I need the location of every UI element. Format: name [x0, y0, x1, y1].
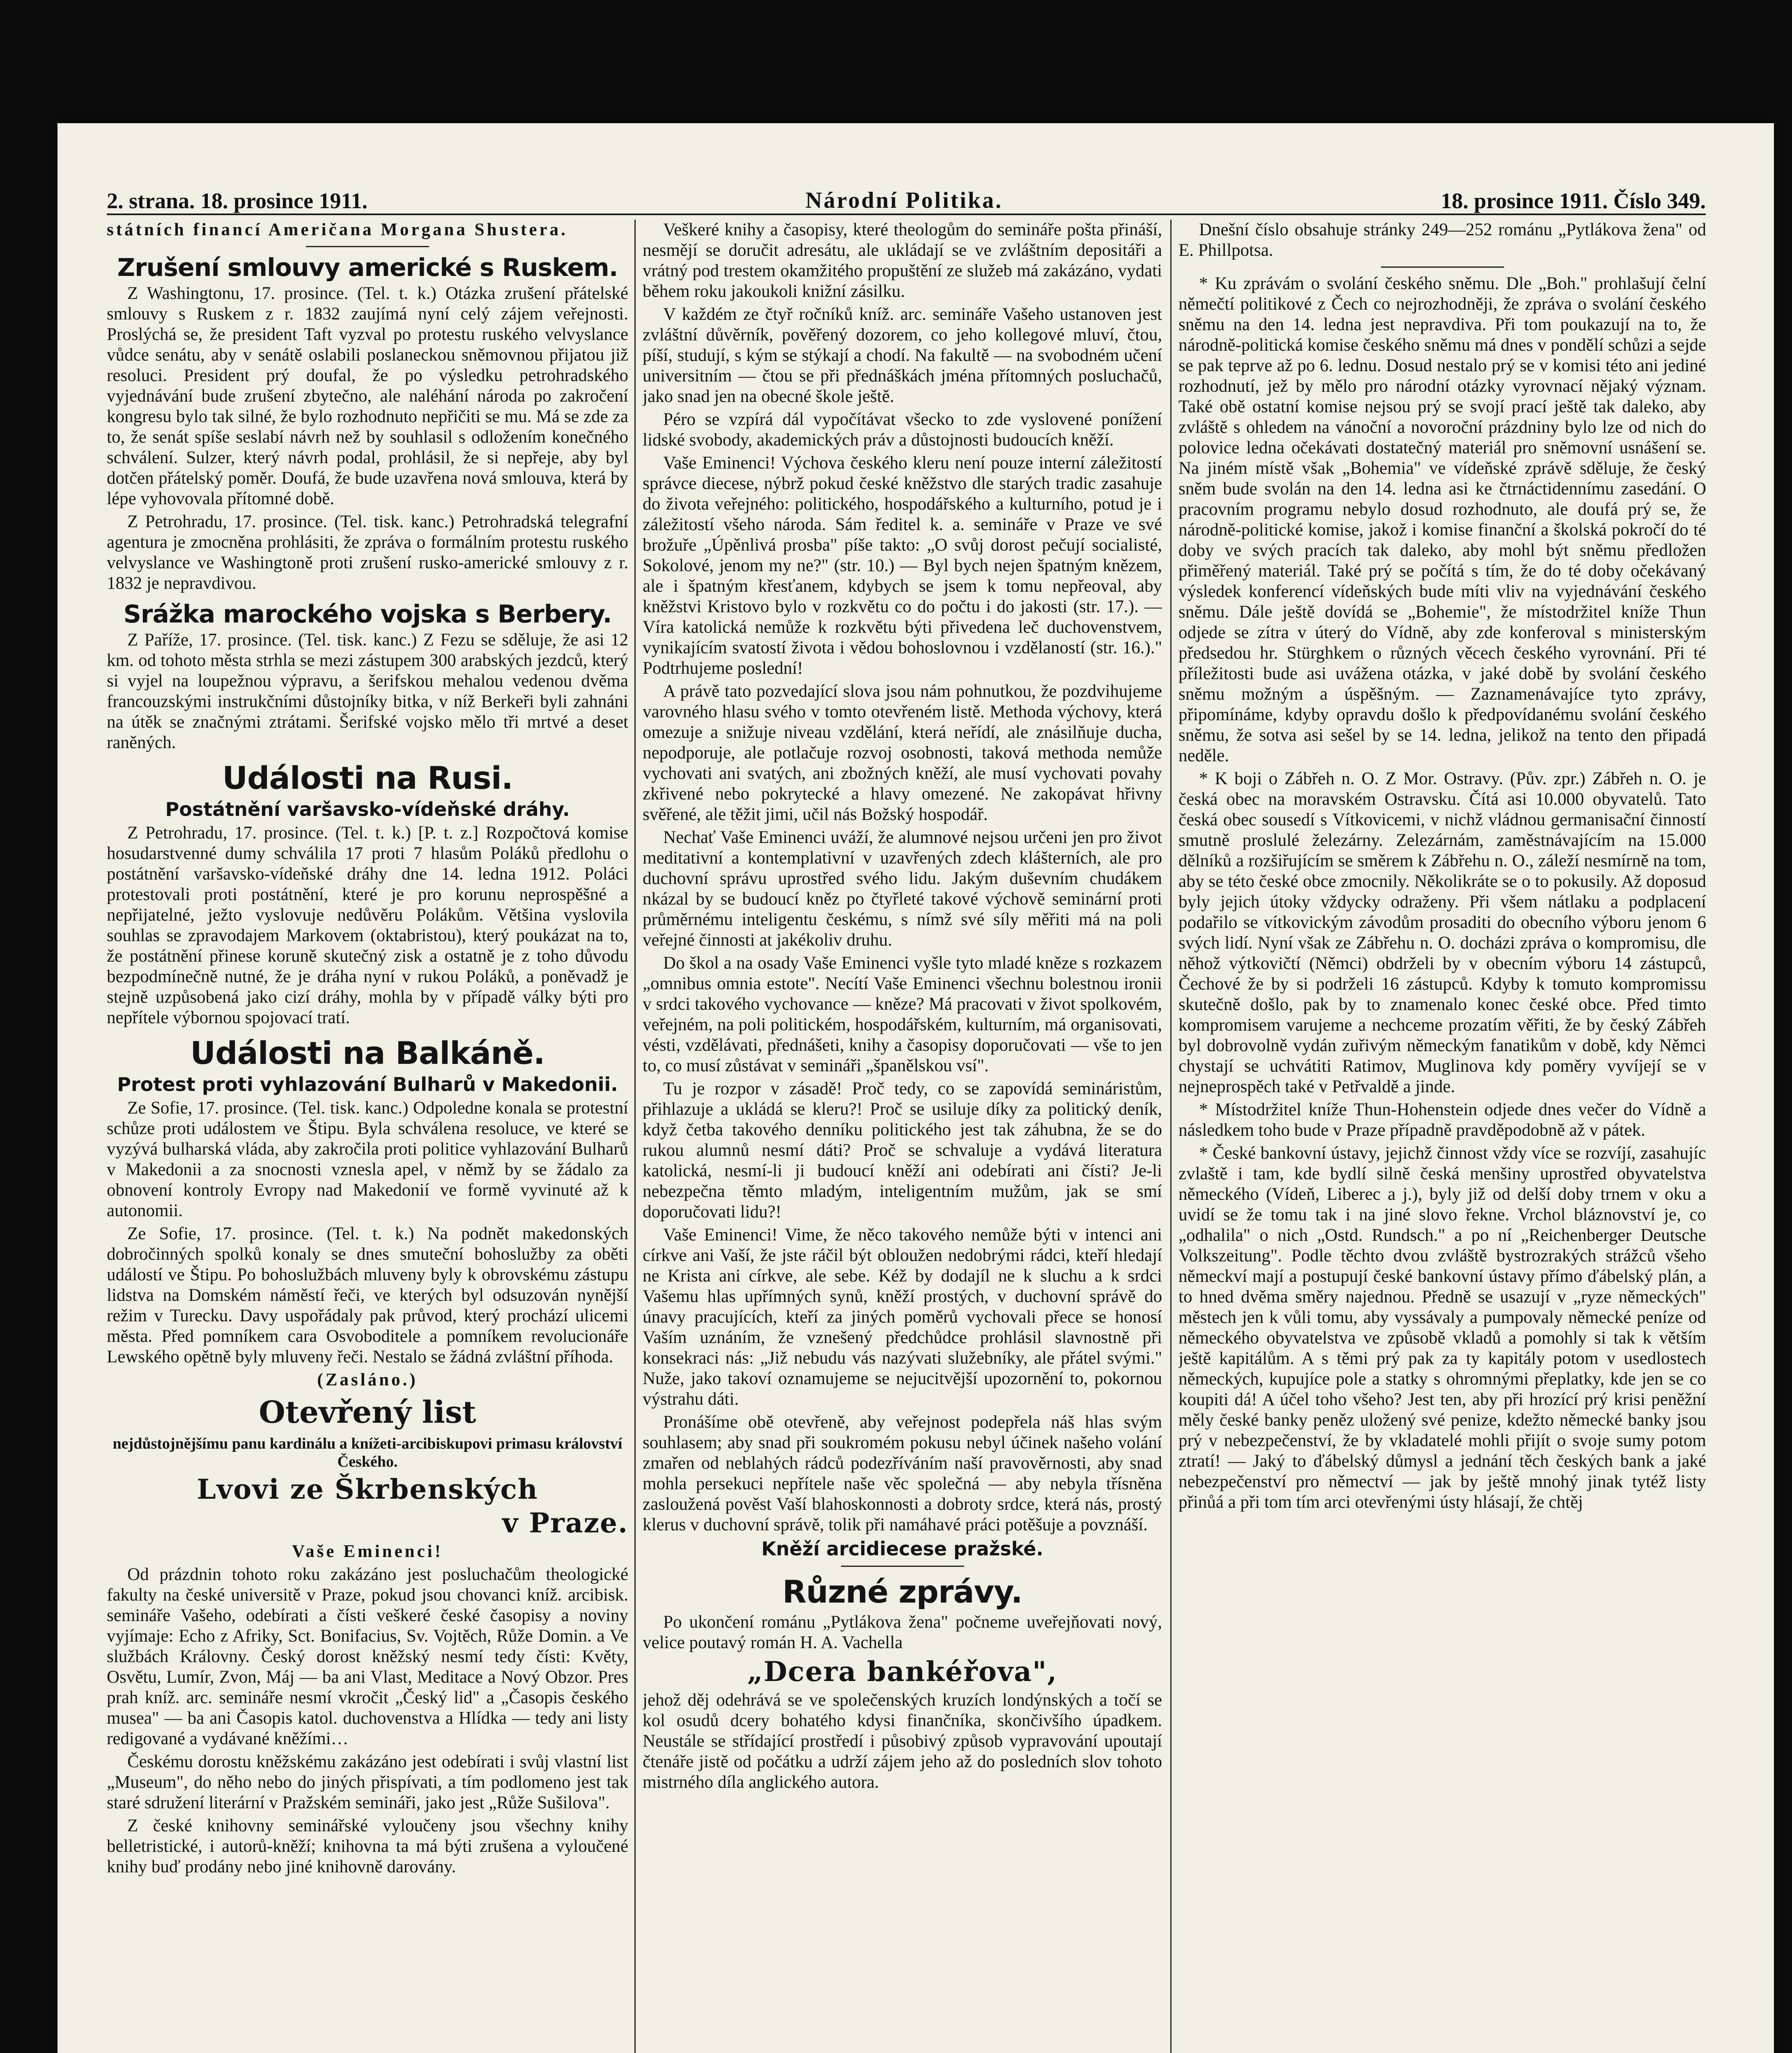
headline-misc-news: Různé zprávy. — [782, 1573, 1022, 1610]
paragraph: Z Paříže, 17. prosince. (Tel. tisk. kanc.) Z Fezu se sděluje, že asi 12 km. od tohoto města strhla se mezi zástupem 300 arabských jezdců, který si vyjel na loupežnou výpravu, a šerifskou mehalou vedenou dvěma francouzskými instrukčními důstojníky bitka, v níž Berkeři byli zahnáni na útěk se značnými ztrátami. Šerifské vojsko mělo tři mrtvé a deset raněných. — [107, 630, 628, 752]
paragraph: Českému dorostu kněžskému zakázáno jest odebírati i svůj vlastní list „Museum", do něho nebo do jiných přispívati, a tím podlomeno jest tak staré sdružení literární v Pražském semináři, jako jest „Růže Sušilova". — [107, 1752, 628, 1812]
paragraph: Péro se vzpírá dál vypočítávat všecko to zde vyslovené ponížení lidské svobody, akademických práv a důstojnosti budoucích kněží. — [643, 410, 1162, 450]
headline-russia: Události na Rusi. — [222, 760, 513, 796]
article-continuation: státních financí Američana Morgana Shustera. — [107, 220, 568, 239]
separator — [841, 1566, 964, 1567]
column-2 — [643, 220, 1162, 2053]
header-date-left: 2. strana. 18. prosince 1911. — [107, 188, 368, 213]
salutation: Vaše Eminenci! — [292, 1542, 443, 1561]
page-header — [107, 181, 1706, 215]
open-letter-title: Otevřený list — [259, 1395, 476, 1430]
separator — [1381, 266, 1504, 268]
header-issue-right: 18. prosince 1911. Číslo 349. — [1440, 188, 1706, 213]
paragraph: * Ku zprávám o svolání českého sněmu. Dle „Boh." prohlašují čelní němečtí politikové z Čech co nejrozhodněji, že zpráva o svolání českého sněmu na den 14. ledna jest nepravdiva. Při tom poukazují na to, že národně-politická komise českého sněmu má dnes v pondělí schůzi a sejde se pak teprve až po 6. lednu. Dosud nestalo prý se v komisi této ani jediné rozhodnutí, jež by mělo pro národní otázky vyrovnací nějaký význam. Také obě ostatní komise nejsou prý se svojí prací ještě tak daleko, aby zvláště s ohledem na vánoční a novoroční prázdniny bylo lze od nich do polovice ledna očekávati dostatečný materiál pro sněmovní usnášení se. Na jiném místě však „Bohemia" ve vídeňské zprávě sděluje, že český sněm bude svolán na den 14. ledna asi ke čtrnáctidennímu zasedání. O pracovním programu nebylo dosud rozhodnuto, ale doufá prý se, že národně-politické komise, jakož i komise finanční a školská pokročí do té doby ve svých pracích tak daleko, aby mohl být sněmu předložen přiměřený materiál. Také prý se počítá s tím, že do té doby očekávaný výsledek konferencí vídeňských bude míti vliv na vyjednávání českého sněmu. Dále ještě dovídá se „Bohemie", že místodržitel kníže Thun odjede se zítra v úterý do Vídně, aby zde konferoval s ministerským předsedou hr. Stürghkem o různých věcech českého vyrovnání. Při té příležitosti bude asi uvážena otázka, v jaké době by svolání českého sněmu možným a úspěšným. — Zaznamenávajíce tyto zprávy, připomínáme, kdyby opravdu došlo k předpovídanému svolání českého sněmu, že sotva asi sešel by se 14. ledna, jelikož na tento den připadá neděle. — [1179, 274, 1706, 765]
paragraph: jehož děj odehrává se ve společenských kruzích londýnských a točí se kol osudů dcery bohatého kdysi finančníka, skončivšího úpadkem. Neustále se střídající prostředí i působivý způsob vypravování upoutají čtenáře jistě od počátku a udrží zájem jeho až do posledních slov tohoto mistrného díla anglického autora. — [643, 1690, 1162, 1792]
addressee-city: v Praze. — [502, 1507, 628, 1539]
novel-title: „Dcera bankéřova", — [747, 1656, 1058, 1688]
submitted-label: (Zasláno.) — [317, 1370, 418, 1389]
column-divider — [634, 220, 636, 2053]
letter-signature: Kněží arcidiecese pražské. — [761, 1538, 1043, 1560]
paragraph: * Místodržitel kníže Thun-Hohenstein odjede dnes večer do Vídně a následkem toho bude v Praze případně pravděpodobně až v pátek. — [1179, 1100, 1706, 1140]
paragraph: Nechať Vaše Eminenci uváží, že alumnové nejsou určeni jen pro život meditativní a kontemplativní v uzavřených zdech klášterních, ale pro duchovní správu uprostřed svého lidu. Jakým duševním chudákem nkázal by se budoucí kněz po čtyřleté takové výchově seminární proti průměrnému inteligentu českému, s nímž své síly měřiti má na poli veřejné činnosti at jakékoliv druhu. — [643, 828, 1162, 950]
paragraph: Tu je rozpor v zásadě! Proč tedy, co se zapovídá semináristům, přihlazuje a ukládá se kleru?! Proč se usiluje díky za politický deník, když četba takového denníku politického jest tak záhubna, že se do rukou alumnů nesmí dáti? Proč se schvaluje a vydává literatura katolická, nesmí-li ji budoucí kněží ani odebírati ani čísti? Je-li nebezpečna těmto mladým, inteligentním mužům, jak se smí doporučovati lidu?! — [643, 1079, 1162, 1222]
paragraph: Veškeré knihy a časopisy, které theologům do semináře pošta přináší, nesmějí se doručit adresátu, ale ukládají se ve zvláštním depositáři a vrátný pod trestem okamžitého propuštění ze služeb má zakázáno, vydati během roku jakoukoli knižní zásilku. — [643, 220, 1162, 301]
column-3 — [1179, 220, 1706, 2053]
paragraph: V každém ze čtyř ročníků kníž. arc. semináře Vašeho ustanoven jest zvláštní důvěrník, pověřený dozorem, co jeho kollegové mluví, čtou, píší, studují, s kým se stýkají a chodí. Na fakultě — na svobodném učení universitním — čtou se při přednáškách jména přítomných posluchačů, jako snad jen na obecné škole ještě. — [643, 305, 1162, 406]
headline-usa: Zrušení smlouvy americké s Ruskem. — [117, 253, 618, 282]
masthead-title: Národní Politika. — [805, 188, 1003, 213]
headline-balkans: Události na Balkáně. — [190, 1035, 545, 1071]
separator — [306, 246, 429, 247]
paragraph: Do škol a na osady Vaše Eminenci vyšle tyto mladé kněze s rozkazem „omnibus omnia estote". Necítí Vaše Eminenci všechnu bolestnou ironii v srdci takového vychovance — kněze? Má pracovati v život spolkovém, veřejném, na poli politickém, hospodářském, kulturním, má organisovati, vésti, vzdělávati, přednášeti, knihy a časopisy doporučovati — vše to jen to, co musí zůstávat v semináři „španělskou vsí". — [643, 953, 1162, 1075]
paragraph: Z Washingtonu, 17. prosince. (Tel. t. k.) Otázka zrušení přátelské smlouvy s Ruskem z r. 1832 zaujímá nyní celý zájem veřejnosti. Proslýchá se, že president Taft vyzval po protestu ruského velvyslance vůdce senátu, aby v senátě oslabili poslaneckou sněmovnou přijatou již resoluci. President prý doufal, že po výsledku petrohradského vyjednávání bude zrušení zbytečno, ale naléhání národa po zakročení kongresu bylo tak silné, že bylo rozhodnuto nepřičiti se mu. Má se zde za to, že senát spíše seslabí návrh než by souhlasil s odložením konečného schválení. Sulzer, který návrh podal, prohlásil, že si nepřeje, aby byl dotčen přátelský poměr. Doufá, že bude uzavřena nová smlouva, která by lépe vyhovovala přítomné době. — [107, 284, 628, 508]
column-1 — [107, 220, 628, 2053]
paragraph: Vaše Eminenci! Výchova českého kleru není pouze interní záležitostí správce diecese, nýbrž pokud české kněžstvo dle starých tradic zasahuje do života veřejného: politického, hospodářského a kulturního, potud je i záležitostí všeho národa. Sám ředitel k. a. semináře v Praze ve své brožuře „Úpěnlivá prosba" píše takto: „O svůj dorost pečují socialisté, Sokolové, jenom my ne?" (str. 10.) — Byl bych nejen špatným knězem, ale i špatným křesťanem, kdybych se jsem k tomu nepřeoval, aby kněžstvi Kristovo bylo v rozkvětu co do počtu i do jakosti (str. 17.). — Víra katolická nemůže k rozkvětu býti přivedena leč duchovenstvem, vynikajícím svatostí života i vědou bohoslovnou i vzdělaností (str. 16.)." Podtrhujeme poslední! — [643, 453, 1162, 678]
subheadline-balkans: Protest proti vyhlazování Bulharů v Makedonii. — [117, 1073, 618, 1095]
paragraph: Ze Sofie, 17. prosince. (Tel. tisk. kanc.) Odpoledne konala se protestní schůze proti událostem ve Štipu. Byla schválena resoluce, ve které se vyzývá bulharská vláda, aby zakročila proti politice vyhlazování Bulharů v Makedonii a za snocnosti vznesla apel, v němž by se žádalo za obnovení kontroly Evropy nad Makedonií ve formě vyvinuté až k autonomii. — [107, 1098, 628, 1220]
paragraph: Od prázdnin tohoto roku zakázáno jest posluchačům theologické fakulty na české universitě v Praze, pokud jsou chovanci kníž. arcibisk. semináře Vašeho, odebírati a čísti veškeré české časopisy a noviny vyjímaje: Echo z Afriky, Sct. Bonifacius, Sv. Vojtěch, Růže Domin. a Ve službách Královny. Český dorost kněžský nesmí tedy čísti: Květy, Osvětu, Lumír, Zvon, Máj — ba ani Vlast, Meditace a Nový Obzor. Pres prah kníž. arc. semináře nesmí vkročit „Český lid" a „Časopis českého musea" — ba ani Časopis katol. duchovenstva a Hlídka — tedy ani listy redigované a vydávané kněžími… — [107, 1565, 628, 1748]
subheadline-russia: Postátnění varšavsko-vídeňské dráhy. — [165, 798, 570, 820]
paragraph: * K boji o Zábřeh n. O. Z Mor. Ostravy. (Pův. zpr.) Zábřeh n. O. je česká obec na moravském Ostravsku. Čítá asi 10.000 obyvatelů. Tato česká obec sousedí s Vítkovicemi, v nichž vládnou germanisační činností smutně proslulé železárny. Zelezárnám, zaměstnávajícím na 15.000 dělníků a rozšiřujícím se směrem k Zábřehu n. O., záleží nesmírně na tom, aby se této české obce zmocnily. Několikráte se o to pokusily. Až doposud byly jejich útoky vždycky odraženy. Při všem nátlaku a podplacení podařilo se vítkovickým závodům prosaditi do obecního výboru jenom 6 svých lidí. Nyní však ze Zábřehu n. O. docházi zpráva o kompromisu, dle něhož výtkovičtí (Němci) obdrželi by v obecním výboru 14 zástupců, Čechové že by si podrželi 16 zástupců. Kdyby k tomuto kompromissu skutečně došlo, pak by to znamenalo konec české obce. Před timto kompromisem varujeme a nechceme prozatím věřiti, že by český Zábřeh byl dobrovolně vydán zuřivým německým fanatikům v době, kdy Němci chystají se uchvátiti Ratimov, Muglinova kdy poměry vyvíjejí se v nejneprospěch také v Petřvaldě a jinde. — [1179, 769, 1706, 1096]
paragraph: Vaše Eminenci! Vime, že něco takového nemůže býti v intenci ani církve ani Vaší, že jste ráčil být obloužen nedobrými rádci, kteří hledají ne Krista ani církve, ale sebe. Kéž by dodajíl ne k sluchu a k srdci Vašemu hlas upřímných synů, kněží prostých, v duchovní správě do únavy pracujících, kteří za jiných poměrů vychovali přece se honosí Vaším uznáním, že vznešený předchůdce prohlásil slavnostně při konsekraci nás: „Již nebudu vás nazývati služebníky, ale přátel svými." Nuže, jako takoví oznamujeme se nejucitvější upozornění to, pokornou výstrahu dáti. — [643, 1225, 1162, 1409]
addressee-name: Lvovi ze Škrbenských — [197, 1473, 538, 1505]
open-letter-addressee: nejdůstojnějšímu panu kardinálu a knížeti-arcibiskupovi primasu království Českého. — [113, 1435, 623, 1470]
column-divider — [1170, 220, 1172, 2053]
paragraph: Z Petrohradu, 17. prosince. (Tel. t. k.) [P. t. z.] Rozpočtová komise hosudarstvenné dumy schválila 17 proti 7 hlasům Poláků předlohu o postátnění varšavsko-vídeňské dráhy dne 14. ledna 1912. Poláci protestovali proti postátnění, které je pro korunu neprospěšné a nepřijatelné, ježto vyslovuje nedůvěru Polákům. Většina vyslovila souhlas se zpravodajem Markovem (oktabristou), který poukázat na to, že postátnění přinese koruně skutečný zisk a ostatně je z toho důvodu bezpodmínečně nutné, že je dráha nyní v rukou Poláků, a poněvadž je stejně uzpůsobená jako cizí dráhy, mohla by v případě války býti pro nepřítele výbornou spojovací tratí. — [107, 823, 628, 1027]
paragraph: Po ukončení románu „Pytlákova žena" počneme uveřejňovati nový, velice poutavý román H. A. Vachella — [643, 1612, 1162, 1652]
paragraph: Dnešní číslo obsahuje stránky 249—252 románu „Pytlákova žena" od E. Phillpotsa. — [1179, 220, 1706, 260]
paragraph: Ze Sofie, 17. prosince. (Tel. t. k.) Na podnět makedonských dobročinných spolků konaly se dnes smuteční bohoslužby za oběti událostí ve Štipu. Po bohoslužbách mluveny byly k obrovskému zástupu lidstva na Domském náměstí řeči, ve kterých byl odsuzován nynější režim v Turecku. Davy uspořádaly pak průvod, který prochází ulicemi města. Před pomníkem cara Osvoboditele a pomníkem revolucionáře Lewského opětně byly mluveny řeči. Nestalo se žádná zvláštní příhoda. — [107, 1224, 628, 1366]
headline-morocco: Srážka marockého vojska s Berbery. — [123, 600, 612, 629]
paragraph: A právě tato pozvedající slova jsou nám pohnutkou, že pozdvihujeme varovného hlasu svého v tomto otevřeném listě. Methoda výchovy, která omezuje a snižuje niveau vzdělání, která neřídí, ale znásilňuje ducha, nepodporuje, ale potlačuje rozvoj osobnosti, taková methoda nemůže vychovati ani svatých, ani zbožných kněží, ale musí vychovati povahy zkřivené nebo pokrytecké a hlavy omezené. Ne zakopávat hřivny svěřené, ale těžit jimi, učil nás Božský hospodář. — [643, 682, 1162, 824]
paragraph: Pronášíme obě otevřeně, aby veřejnost podepřela náš hlas svým souhlasem; aby snad při soukromém pokusu nebyl účinek našeho volání zmařen od neblahých rádců podezříváním naší pravověrnosti, aby snad mohla persekuci nepřítele naše věc společná — aby nebyla třísněna zasloužená pověst Vaší blahoskonnosti a dobroty srdce, která nás, prostý klerus v duchovní správě, tolik při namáhavé práci potěšuje a povznáší. — [643, 1412, 1162, 1534]
paragraph: Z české knihovny seminářské vyloučeny jsou všechny knihy belletristické, i autorů-kněží; knihovna ta má býti zrušena a vyloučené knihy buď prodány nebo jiné knihovně darovány. — [107, 1816, 628, 1876]
paragraph: Z Petrohradu, 17. prosince. (Tel. tisk. kanc.) Petrohradská telegrafní agentura je zmocněna prohlásiti, že zpráva o formálním protestu ruského velvyslance ve Washingtoně proti zrušení rusko-americké smlouvy z r. 1832 je nepravdivou. — [107, 512, 628, 593]
paragraph: * České bankovní ústavy, jejichž činnost vždy více se rozvíjí, zasahujíc zvlaště i tam, kde bydlí silně česká menšiny uprostřed obyvatelstva německého (Vídeň, Liberec a j.), byly již od delší doby trnem v oku a uvidí se že tomu tak i na jiné slovo řekne. Vrchol bláznovství je, co „odhalila" o nich „Ostd. Rundsch." a po ní „Reichenberger Deutsche Volkszeitung". Podle těchto dvou zvláště bystrozrakých strážců všeho německví mají a postupují české bankovní ústavy přímo ďábelský plán, a to hned dvěma směry najednou. Předně se usazují v „ryze německých" městech jen k vůli tomu, aby vyssávaly a pumpovaly německé peníze od německého obyvatelstva ve způsobě vkladů a pomohly si tak k větším ještě kapitálům. A s těmi prý pak za ty kapitály potom v usedlostech německých, kupujíce pole a statky s ohromnými přeplatky, kde jen se co koupiti dá! A účel toho všeho? Jest ten, aby při hrozící prý krisi peněžní měly české banky peněz uložený své penize, kdežto německé banky jsou prý v nebezpečenství, že by vkladatelé mohli přijít o svoje sumy potom ztratí! — Jaký to ďábelský důmysl a jednání těch českých bank a jaké nebezpečenství pro němectví — jak by ještě mnohý jinak tytéž listy přinůá a při tom tím arci otevřenými ústy hlásají, že chtěj — [1179, 1144, 1706, 1512]
